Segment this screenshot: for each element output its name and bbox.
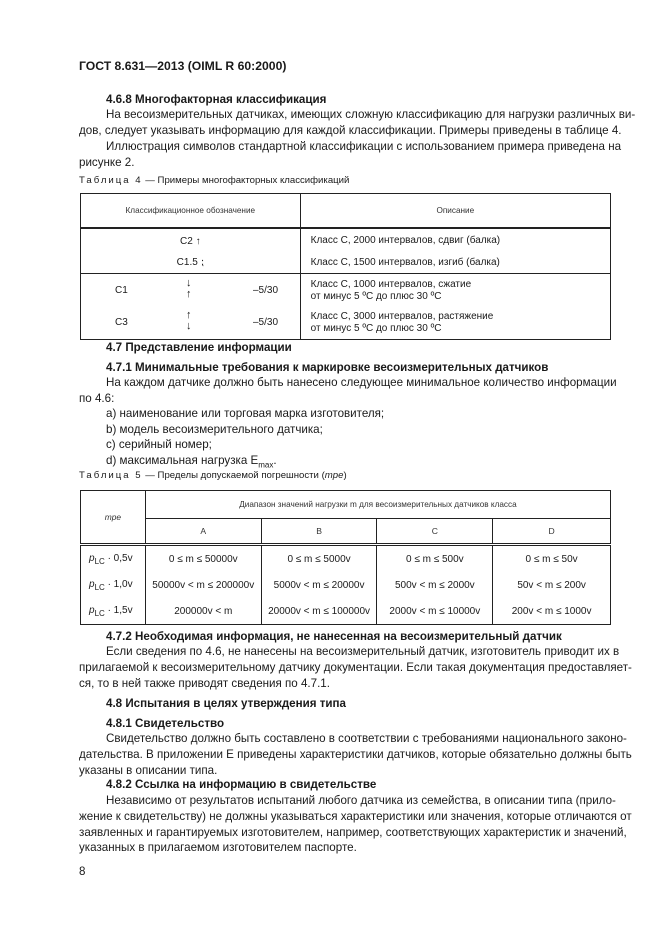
text: Свидетельство должно быть составлено в соответствии с требованиями национального законо- bbox=[106, 732, 627, 745]
range-cell: 0 ≤ m ≤ 50v bbox=[493, 545, 611, 573]
list-item bbox=[106, 454, 277, 469]
paragraph-line: рисунке 2. bbox=[79, 156, 135, 169]
section-heading-4-7-1: 4.7.1 Минимальные требования к маркировке весоизмерительных датчиков bbox=[106, 361, 549, 374]
section-heading-4-6-8: 4.6.8 Многофакторная классификация bbox=[106, 93, 327, 106]
table-header-row bbox=[81, 491, 611, 519]
table-row bbox=[81, 251, 611, 274]
paragraph-line bbox=[79, 645, 620, 658]
range-cell: 0 ≤ m ≤ 5000v bbox=[261, 545, 377, 573]
paragraph-line: дательства. В приложении Е приведены характеристики датчиков, которые обязательно должны быть bbox=[79, 748, 632, 761]
text: · 1,0v bbox=[104, 578, 133, 590]
mpe-cell bbox=[81, 545, 146, 573]
caption-text: ) bbox=[343, 470, 347, 481]
caption-text: — Пределы допускаемой погрешности ( bbox=[142, 470, 325, 481]
designation-cell bbox=[81, 307, 301, 340]
arrow-up-icon: ↑ bbox=[186, 288, 192, 300]
paragraph-line: жение к свидетельству) не должны указываться характеристики или значения, которые отличаются от bbox=[79, 810, 632, 823]
paragraph-line: по 4.6: bbox=[79, 392, 115, 405]
paragraph-line: ся, то в ней также приводят сведения по 4.7.1. bbox=[79, 677, 330, 690]
range-cell: 0 ≤ m ≤ 50000v bbox=[145, 545, 261, 573]
paragraph-line bbox=[79, 108, 636, 121]
caption-label: Таблица 4 bbox=[79, 175, 143, 186]
designation-cell: С2 ↑ bbox=[81, 228, 301, 251]
description-line: от минус 5 ºС до плюс 30 ºС bbox=[310, 323, 442, 334]
subscript: LC bbox=[94, 556, 105, 566]
text: · 1,5v bbox=[104, 604, 133, 616]
text: . bbox=[273, 454, 277, 467]
paragraph-line bbox=[79, 140, 622, 153]
range-cell: 0 ≤ m ≤ 500v bbox=[377, 545, 493, 573]
header-designation: Классификационное обозначение bbox=[81, 194, 301, 229]
description-cell: Класс С, 1500 интервалов, изгиб (балка) bbox=[310, 256, 500, 268]
paragraph-line bbox=[79, 376, 617, 389]
classification-table bbox=[80, 193, 611, 340]
section-heading-4-7: 4.7 Представление информации bbox=[106, 341, 292, 354]
text: На каждом датчике должно быть нанесено следующее минимальное количество информации bbox=[106, 376, 617, 389]
table-caption bbox=[79, 175, 349, 186]
table-row bbox=[81, 572, 611, 598]
subscript: max bbox=[258, 460, 274, 470]
range-cell: 2000v < m ≤ 10000v bbox=[377, 598, 493, 625]
designation-cell bbox=[81, 274, 301, 308]
table-row bbox=[81, 274, 611, 308]
text: Если сведения по 4.6, не нанесены на весоизмерительный датчик, изготовитель приводит их в bbox=[106, 645, 620, 658]
description-line: Класс С, 3000 интервалов, растяжение bbox=[310, 311, 494, 322]
designation-cell: С1.5 ⁏ bbox=[81, 251, 301, 274]
paragraph-line bbox=[79, 794, 616, 807]
table-header-row bbox=[81, 519, 611, 545]
arrow-up-icon: ↑ bbox=[186, 309, 192, 321]
document-header: ГОСТ 8.631—2013 (OIML R 60:2000) bbox=[79, 59, 287, 73]
page-number: 8 bbox=[79, 865, 86, 878]
temperature-range: –5/30 bbox=[253, 285, 279, 296]
caption-italic: mpe bbox=[324, 470, 344, 481]
table-row bbox=[81, 307, 611, 340]
mpe-table bbox=[80, 490, 611, 625]
header-mpe: mpe bbox=[81, 491, 146, 545]
table-header-row bbox=[81, 194, 611, 229]
range-cell: 5000v < m ≤ 20000v bbox=[261, 572, 377, 598]
caption-text: — Примеры многофакторных классификаций bbox=[142, 175, 350, 186]
section-heading-4-8: 4.8 Испытания в целях утверждения типа bbox=[106, 697, 347, 710]
subscript: LC bbox=[94, 608, 105, 618]
text: p bbox=[89, 604, 95, 616]
arrow-down-icon: ↓ bbox=[186, 320, 192, 332]
temperature-range: –5/30 bbox=[253, 317, 279, 328]
text: На весоизмерительных датчиках, имеющих сложную классификацию для нагрузки различных ви- bbox=[106, 108, 636, 121]
subscript: LC bbox=[94, 582, 105, 592]
header-class-d: D bbox=[493, 519, 611, 545]
mpe-cell bbox=[81, 598, 146, 625]
header-class-b: B bbox=[261, 519, 377, 545]
range-cell: 20000v < m ≤ 100000v bbox=[261, 598, 377, 625]
class-code: С1 bbox=[115, 285, 128, 296]
section-heading-4-8-1: 4.8.1 Свидетельство bbox=[106, 717, 225, 730]
paragraph-line: заявленных и гарантируемых изготовителем, например, соответствующих характеристик и значений, bbox=[79, 826, 627, 839]
text: Независимо от результатов испытаний любого датчика из семейства, в описании типа (прило- bbox=[106, 794, 616, 807]
range-cell: 500v < m ≤ 2000v bbox=[377, 572, 493, 598]
description-cell bbox=[300, 307, 610, 340]
arrow-down-icon: ↓ bbox=[186, 277, 192, 289]
range-cell: 200v < m ≤ 1000v bbox=[493, 598, 611, 625]
paragraph-line: указанных в прилагаемом изготовителем паспорте. bbox=[79, 841, 357, 854]
list-item: a) наименование или торговая марка изготовителя; bbox=[106, 407, 385, 420]
section-heading-4-8-2: 4.8.2 Ссылка на информацию в свидетельстве bbox=[106, 778, 377, 791]
paragraph-line bbox=[79, 732, 627, 745]
description-cell bbox=[300, 274, 610, 308]
class-code: С3 bbox=[115, 317, 128, 328]
table-row bbox=[81, 228, 611, 251]
range-cell: 50000v < m ≤ 200000v bbox=[145, 572, 261, 598]
text: · 0,5v bbox=[104, 552, 133, 564]
header-description: Описание bbox=[300, 194, 610, 229]
header-load-range: Диапазон значений нагрузки m для весоизмерительных датчиков класса bbox=[145, 491, 610, 519]
table-row bbox=[81, 598, 611, 625]
mpe-cell bbox=[81, 572, 146, 598]
section-heading-4-7-2: 4.7.2 Необходимая информация, не нанесенная на весоизмерительный датчик bbox=[106, 630, 562, 643]
range-cell: 50v < m ≤ 200v bbox=[493, 572, 611, 598]
list-item: b) модель весоизмерительного датчика; bbox=[106, 423, 323, 436]
description-line: Класс С, 1000 интервалов, сжатие bbox=[310, 278, 472, 290]
description-cell: Класс С, 2000 интервалов, сдвиг (балка) bbox=[310, 234, 501, 246]
text: Иллюстрация символов стандартной классификации с использованием примера приведена на bbox=[106, 140, 622, 153]
paragraph-line: прилагаемой к весоизмерительному датчику документации. Если такая документация предоставляет- bbox=[79, 661, 632, 674]
paragraph-line: дов, следует указывать информацию для каждой классификации. Примеры приведены в таблице 4. bbox=[79, 124, 622, 137]
description-line: от минус 5 ºС до плюс 30 ºС bbox=[310, 290, 442, 302]
header-class-c: C bbox=[377, 519, 493, 545]
text: d) максимальная нагрузка E bbox=[106, 454, 259, 467]
list-item: c) серийный номер; bbox=[106, 438, 212, 451]
range-cell: 200000v < m bbox=[145, 598, 261, 625]
caption-label: Таблица 5 bbox=[79, 470, 143, 481]
text: p bbox=[89, 578, 95, 590]
text: p bbox=[89, 552, 95, 564]
paragraph-line: указаны в описании типа. bbox=[79, 764, 218, 777]
table-caption bbox=[79, 470, 347, 481]
header-class-a: A bbox=[145, 519, 261, 545]
table-row bbox=[81, 545, 611, 573]
